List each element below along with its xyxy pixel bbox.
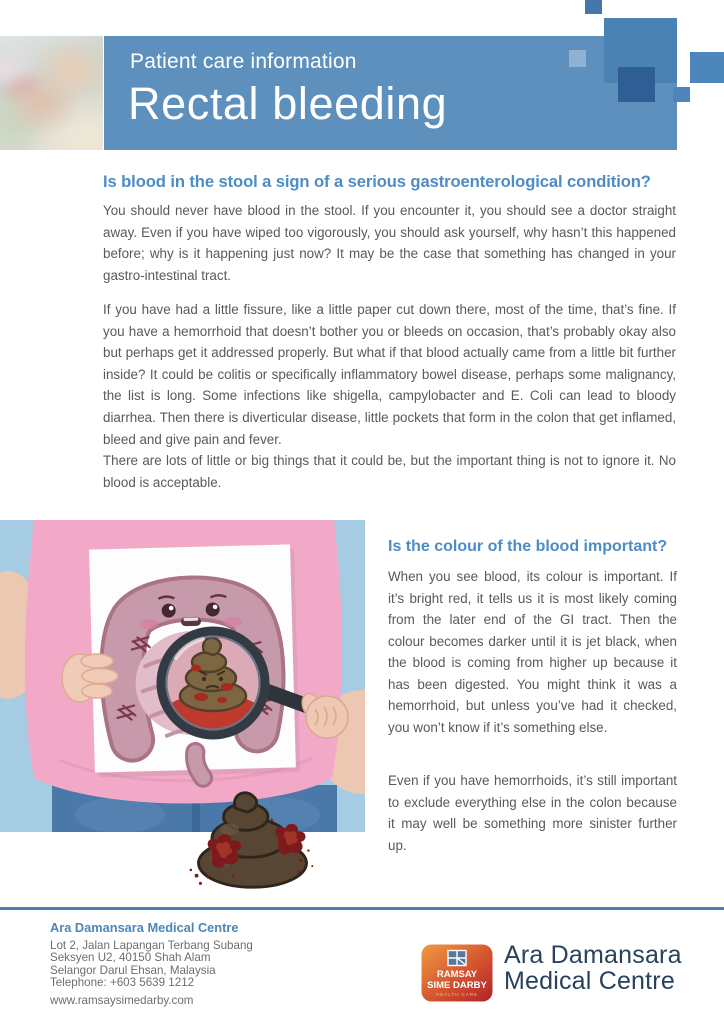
paragraph: When you see blood, its colour is important. If it’s bright red, it tells us it is most likely coming from the later end of the GI tract. Then the colour becomes darker until it is jet black, when the blood is coming from higher up because it has been digested. You might think it was a hemorrhoid, but unless you’ve had it checked, you won’t know if it’s something else. — [388, 569, 677, 735]
organisation-name-line1: Ara Damansara — [504, 941, 682, 969]
decor-square-1 — [585, 0, 602, 14]
clinic-name: Ara Damansara Medical Centre — [50, 920, 239, 935]
logo-line2: SIME DARBY — [427, 980, 487, 991]
section-heading: Is the colour of the blood important? — [388, 538, 668, 555]
left-hand — [62, 654, 118, 702]
section-heading: Is blood in the stool a sign of a serious gastroenterological condition? — [103, 172, 651, 191]
decor-square-4 — [618, 67, 655, 102]
address-line: Seksyen U2, 40150 Shah Alam — [50, 951, 211, 965]
window-icon — [448, 951, 466, 966]
title-banner — [104, 36, 677, 150]
caregiver-hands-photo — [0, 36, 103, 150]
blood-splat-right — [275, 824, 305, 855]
logo-line1: RAMSAY — [436, 969, 478, 980]
address-line: Lot 2, Jalan Lapangan Terbang Subang — [50, 939, 253, 952]
paragraph: You should never have blood in the stool. If you encounter it, you should see a doctor straight away. Even if you have wiped too vigorously, you should ask yourself, why hasn’t this happened before; why is it happening just now? It may be the case that something has changed in your gastro-intestinal tract. — [103, 203, 676, 283]
organisation-name-line2: Medical Centre — [504, 966, 675, 995]
decor-square-5 — [673, 87, 690, 102]
ramsay-sime-darby-logo — [421, 944, 493, 1002]
paragraph: Even if you have hemorrhoids, it’s still important to exclude everything else in the colon because it may well be something more sinister further up. — [388, 773, 677, 853]
address-line: Telephone: +603 5639 1212 — [50, 976, 195, 990]
paragraph: If you have had a little fissure, like a little paper cut down there, most of the time, that’s fine. If you have a hemorrhoid that doesn’t bother you or bleeds on occasion, that’s probably okay also but perhaps get it addressed properly. But what if that blood actually came from a little bit further inside? It could be colitis or specifically inflammatory bowel disease, perhaps some malignancy, the list is long. Some infections like shigella, campylobacter and E. Coli can lead to bloody diarrhea. Then there is diverticular disease, little pockets that form in the colon that get inflamed, bleed and give pain and fever. — [103, 302, 676, 447]
page-title: Rectal bleeding — [128, 78, 448, 129]
address-line: Selangor Darul Ehsan, Malaysia — [50, 963, 216, 977]
clinic-address — [50, 940, 253, 990]
footer-rule — [0, 907, 724, 910]
website-url: www.ramsaysimedarby.com — [50, 994, 194, 1007]
logo-line3: HEALTH CARE — [435, 993, 479, 998]
banner-kicker: Patient care information — [130, 50, 357, 73]
decor-square-3 — [569, 50, 586, 67]
organisation-name — [504, 943, 682, 994]
decor-square-6 — [690, 52, 724, 83]
bloody-stool-illustration — [185, 785, 320, 893]
paragraph: There are lots of little or big things that it could be, but the important thing is not to ignore it. No blood is acceptable. — [103, 453, 676, 490]
